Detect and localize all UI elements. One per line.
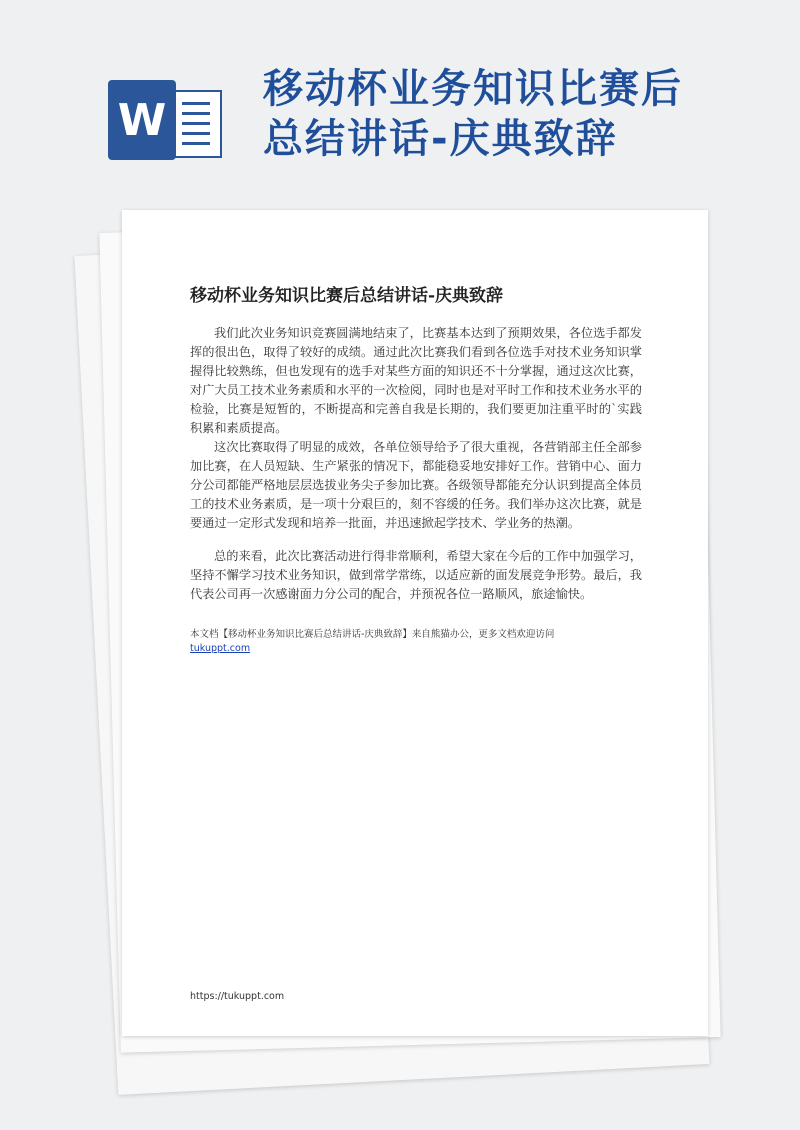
- paragraph-1: 我们此次业务知识竞赛圆满地结束了，比赛基本达到了预期效果，各位选手都发挥的很出色，取得了较好的成绩。通过此次比赛我们看到各位选手对技术业务知识掌握得比较熟练，但也发现有的选手对某些方面的知识还不十分掌握，通过这次比赛，对广大员工技术业务素质和水平的一次检阅，同时也是对平时工作和技术业务水平的检验，比赛是短暂的，不断提高和完善自我是长期的，我们要更加注重平时的`实践积累和素质提高。: [190, 326, 642, 435]
- word-logo-letter: W: [108, 80, 176, 160]
- page-title-line1: 移动杯业务知识比赛后: [263, 66, 683, 112]
- document-lines-icon: [172, 90, 222, 158]
- source-footnote: [190, 628, 650, 656]
- paragraph-3: 总的来看，此次比赛活动进行得非常顺利，希望大家在今后的工作中加强学习，坚持不懈学习技术业务知识，做到常学常练，以适应新的面发展竞争形势。最后，我代表公司再一次感谢面力分公司的配合，并预祝各位一路顺风，旅途愉快。: [190, 549, 642, 601]
- paragraph-2: 这次比赛取得了明显的成效，各单位领导给予了很大重视，各营销部主任全部参加比赛，在人员短缺、生产紧张的情况下，都能稳妥地安排好工作。营销中心、面力分公司都能严格地层层选拔业务尖子参加比赛。各级领导都能充分认识到提高全体员工的技术业务素质，是一项十分艰巨的，刻不容缓的任务。我们举办这次比赛，就是要通过一定形式发现和培养一批面，并迅速掀起学技术、学业务的热潮。: [190, 440, 642, 530]
- page-footer-url[interactable]: https://tukuppt.com: [190, 991, 285, 1002]
- page-title-line2: 总结讲话-庆典致辞: [263, 116, 618, 162]
- word-document-icon: [108, 80, 218, 160]
- footnote-link[interactable]: tukuppt.com: [190, 643, 251, 654]
- page-title: [263, 64, 783, 164]
- document-title: 移动杯业务知识比赛后总结讲话-庆典致辞: [190, 286, 504, 306]
- footnote-text: 本文档【移动杯业务知识比赛后总结讲话-庆典致辞】来自熊猫办公，更多文档欢迎访问: [190, 629, 555, 640]
